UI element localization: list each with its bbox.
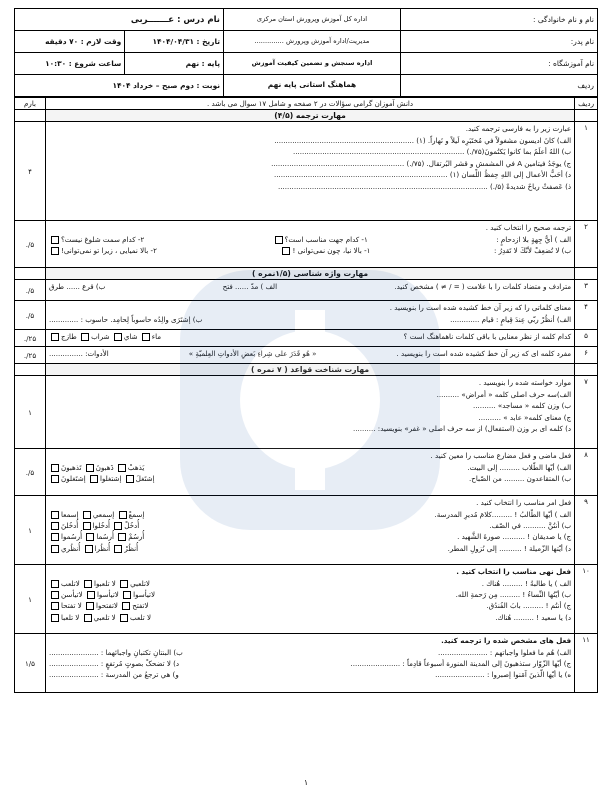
q9-item-a: الف ) أيّها الطّالبُ ! .........کلامَ مُدیرِ المدرسة. [434, 509, 572, 519]
q1-item-b[interactable]: ب) اللهُ أعلَمُ بما کانوا یَکتُمونَ(۷۵/.) ............................................................................ [292, 147, 572, 157]
q6-number: ۶ [575, 347, 598, 364]
q2-b-checkbox-2[interactable] [51, 247, 59, 255]
q4-item-a[interactable]: الف) أنظُرْ ربّي عِندَ قِیامٍ : قیام ............. [450, 314, 572, 324]
question-8 [15, 449, 598, 496]
q11-item-e[interactable]: ه) یا أيّها الّذینَ آمَنوا إصبروا : ...................... [435, 670, 572, 680]
q9-a-option-2: إسمعي [92, 509, 115, 519]
q10-b-option-1: لاتیأسوا [133, 590, 156, 599]
father-name-field[interactable]: نام پدر: [401, 31, 598, 53]
grade-label: پایه : نهم [125, 53, 224, 75]
q1-item-d[interactable]: د) أحَبُّ الأعمال إلی اللهِ حِفظُ اللِّسان (۱) ............................................................................. [273, 170, 572, 180]
q4-number: ۴ [575, 301, 598, 330]
section-vocabulary: مهارت واژه شناسی (۱/۵نمره ) [46, 268, 575, 280]
q9-a-checkbox-2[interactable] [83, 511, 91, 519]
q8-b-checkbox-1[interactable] [126, 475, 134, 483]
q9-c-option-3: أُرسُموا [61, 532, 83, 542]
q2-a-question: الف ) أيُّ جِهةٍ بلا ازدحامٍ : [496, 234, 572, 244]
question-5 [15, 330, 598, 347]
q10-number: ۱۰ [575, 565, 598, 634]
q10-b-checkbox-2[interactable] [87, 591, 95, 599]
q10-item-d: د) یا سعید ! ......... هُناك. [495, 612, 572, 622]
q3-instruction: مترادف و متضاد کلمات را با علامت ( = / ≠ ) مشخص کنید. [394, 282, 572, 291]
question-7 [15, 376, 598, 449]
q2-score: ۵/. [15, 221, 46, 268]
subject-label: نام درس : عـــــــربی [15, 9, 224, 31]
q1-number: ۱ [575, 122, 598, 221]
q8-a-option-1: یَذهبْ [127, 462, 145, 472]
q10-b-checkbox-1[interactable] [123, 591, 131, 599]
exam-session: نوبت : دوم صبح – خرداد ۱۴۰۴ [15, 75, 224, 97]
q10-c-checkbox-3[interactable] [51, 602, 59, 610]
q9-b-checkbox-2[interactable] [83, 522, 91, 530]
page-number: ۱ [303, 778, 309, 787]
exam-date: تاریخ : ۱۴۰۴/۰۴/۳۱ [125, 31, 224, 53]
q11-item-d[interactable]: د) لا تضحکْ بصوتٍ مُرتفعٍ : ...................... [49, 659, 180, 668]
q5-checkbox-2[interactable] [114, 333, 122, 341]
q3-number: ۳ [575, 280, 598, 301]
q10-c-option-2: لاتفتحوا [96, 601, 118, 611]
intro-text: دانش آموزان گرامی سؤالات در ۲ صفحه و شامل ۱۷ سوال می باشد . [46, 98, 575, 110]
org-line-2: مدیریت/اداره آموزش وپرورش .............. [224, 31, 401, 53]
row-label: ردیف [401, 75, 598, 97]
q9-a-option-1: إسمعْ [128, 509, 145, 519]
q10-item-a: الف ) یا طالبةُ ! ......... هُناك . [481, 578, 572, 588]
q2-a-option-1: ۱- کدام جهت مناسب است؟ [284, 234, 368, 244]
q10-d-option-1: لا تلعب [130, 612, 152, 622]
q9-a-checkbox-1[interactable] [119, 511, 127, 519]
q10-d-checkbox-2[interactable] [84, 614, 92, 622]
q5-checkbox-3[interactable] [81, 333, 89, 341]
q9-item-d: د) أيّتها الزّمیلة ! .......... إلی نُزولِ المطر. [447, 543, 572, 553]
q11-item-a[interactable]: الف) هُم ما فعلوا واجباتهم : ...................... [438, 647, 572, 657]
q7-item-a[interactable]: الف)سه حرف اصلی کلمه « أمراض» .......... [436, 389, 572, 399]
q5-word-3: شراب [91, 332, 110, 341]
q8-item-a: الف) أيّها الطّلاب ......... إلی البیت. [467, 462, 572, 472]
q8-item-b: ب) المتقاعدون ......... من الصّباح. [468, 474, 572, 483]
q10-d-checkbox-3[interactable] [51, 614, 59, 622]
q9-item-c: ج) یا صدیقان ! .......... صورةَ الشَّهید . [457, 532, 572, 542]
q8-a-checkbox-2[interactable] [86, 464, 94, 472]
q11-score: ۱/۵ [15, 634, 46, 693]
section-grammar: مهارت شناخت قواعد ( ۷ نمره ) [46, 364, 575, 376]
q8-b-checkbox-2[interactable] [90, 475, 98, 483]
q9-d-checkbox-2[interactable] [85, 545, 93, 553]
q6-sentence: « هُو قَدَرَ علی شِراءِ بَعضِ الأدواتِ العِلمیّةِ » [188, 349, 317, 358]
q9-d-option-3: أُنظُري [61, 543, 81, 553]
q10-c-option-1: لاتفتح [132, 601, 149, 611]
q2-a-checkbox-2[interactable] [51, 236, 59, 244]
q10-b-option-3: لاتیأسن [61, 590, 83, 599]
q5-word-1: ماء [151, 332, 162, 341]
q9-b-checkbox-1[interactable] [114, 522, 122, 530]
q9-c-checkbox-2[interactable] [86, 533, 94, 541]
q6-answer[interactable]: الأدوات: ............... [49, 349, 109, 358]
q9-c-option-2: أُرسُما [96, 532, 114, 542]
q2-instruction: ترجمه صحیح را انتخاب کنید . [485, 223, 572, 232]
q5-number: ۵ [575, 330, 598, 347]
q9-instruction: فعل امر مناسب را انتخاب کنید . [476, 498, 572, 507]
q8-a-checkbox-1[interactable] [118, 464, 126, 472]
q3-item-b[interactable]: ب) قرع ...... طرق [49, 282, 106, 291]
q8-a-checkbox-3[interactable] [51, 464, 59, 472]
section-translation: مهارت ترجمه (۴/۵) [46, 110, 575, 122]
q6-score: ۲۵/. [15, 347, 46, 364]
q10-d-checkbox-1[interactable] [120, 614, 128, 622]
q7-score: ۱ [15, 376, 46, 449]
q4-item-b[interactable]: ب) إشتَرَی والِدُه حاسوباً لِحامِد. حاسوب : ............. [49, 314, 203, 324]
school-name-field[interactable]: نام آموزشگاه : [401, 53, 598, 75]
q4-score: ۵/. [15, 301, 46, 330]
q9-a-checkbox-3[interactable] [51, 511, 59, 519]
q10-a-checkbox-2[interactable] [84, 580, 92, 588]
q2-a-option-2: ۲- کدام سمت شلوغ نیست؟ [61, 234, 145, 244]
q8-b-option-1: إشتَغلَ [135, 474, 155, 483]
q2-b-checkbox-1[interactable] [282, 247, 290, 255]
q7-instruction: موارد خواسته شده را بنویسید . [478, 378, 572, 387]
q10-d-option-3: لا تلعبا [61, 612, 80, 622]
q10-b-option-2: لاتیأسوا [96, 590, 119, 599]
q2-a-checkbox-1[interactable] [275, 236, 283, 244]
q1-item-e[interactable]: ذ) عَصفتْ ریاحٌ شدیدةٌ (۵/.) ............................................................................................. [278, 181, 572, 191]
q9-number: ۹ [575, 496, 598, 565]
q8-a-option-3: تَذهبونَ [61, 462, 82, 472]
q5-word-4: طازج [61, 332, 77, 341]
col-score-header: بارم [15, 98, 46, 110]
q2-b-option-1: ۱- بالا نیا، چون نمی‌توانی ! [292, 246, 371, 255]
q7-number: ۷ [575, 376, 598, 449]
q1-instruction: عبارت زیر را به فارسی ترجمه کنید. [465, 124, 572, 133]
q9-d-option-1: أُنظُرْ [124, 543, 139, 553]
q11-instruction: فعل های مشخص شده را ترجمه کنید. [441, 636, 572, 645]
q10-item-b: ب) أيّتُها النِّساءُ ! ......... مِن رَحمةِ الله. [455, 590, 572, 599]
question-4 [15, 301, 598, 330]
q8-b-checkbox-3[interactable] [51, 475, 59, 483]
q8-b-option-2: إشتغلوا [99, 474, 122, 483]
question-1 [15, 122, 598, 221]
q11-item-f[interactable]: و) هي ترجعُ من المدرسة : ...................... [49, 670, 179, 680]
q8-score: ۵/. [15, 449, 46, 496]
q9-c-checkbox-1[interactable] [118, 533, 126, 541]
q7-item-d[interactable]: د) کلمه ای بر وزن (استفعال) از سه حرف اصلی « غفر» بنویسید: .......... [353, 424, 572, 434]
start-time: ساعت شروع : ۱۰:۳۰ [15, 53, 125, 75]
exam-page [14, 8, 598, 780]
q9-item-b: ب) أنتُنَّ .......... في الصّف. [489, 521, 572, 530]
q10-a-option-1: لاتلعبي [130, 578, 150, 588]
exam-duration: وقت لازم : ۷۰ دقیقه [15, 31, 125, 53]
question-3 [15, 280, 598, 301]
q1-score: ۴ [15, 122, 46, 221]
q11-item-b[interactable]: ب) البنتانِ تکتبانِ واجبائهما : ...................... [49, 647, 183, 657]
q9-b-option-1: أُدخُلْ [124, 521, 140, 530]
exam-title: هماهنگ استانی پایه نهم [224, 75, 401, 97]
q5-checkbox-4[interactable] [51, 333, 59, 341]
q2-b-question: ب) لا تُضعِفْ لأنّكَ لا تَقدِرُ : [494, 246, 572, 255]
q8-instruction: فعل ماضی و فعل مضارع مناسب را معین کنید . [430, 451, 572, 460]
q11-number: ۱۱ [575, 634, 598, 693]
q9-c-option-1: أُرسُمْ [128, 532, 145, 542]
q9-d-checkbox-1[interactable] [114, 545, 122, 553]
q7-item-c[interactable]: ج) معنای کلمه« عابد » .......... [478, 412, 572, 422]
q9-d-option-2: أُنظُرا [94, 543, 111, 553]
q10-a-option-3: لاتلعب [61, 578, 80, 588]
q2-number: ۲ [575, 221, 598, 268]
org-line-1: اداره کل آموزش وپرورش استان مرکزی [224, 9, 401, 31]
q1-item-a[interactable]: الف) کانَ ادیسون مشغولاً في مُختَبَرِه لَیلاً و نَهاراً. (۱) .............................................................. [274, 135, 572, 145]
q6-instruction: مفرد کلمه ای که زیر آن خط کشیده شده است را بنویسید . [396, 349, 572, 358]
q10-a-checkbox-3[interactable] [51, 580, 59, 588]
question-11 [15, 634, 598, 693]
question-6 [15, 347, 598, 364]
col-row-header: ردیف [575, 98, 598, 110]
q2-b-option-2: ۲- بالا نمیایی ، زیرا تو نمی‌توانی! [61, 246, 157, 255]
q9-c-checkbox-3[interactable] [51, 533, 59, 541]
q1-item-c[interactable]: ج) یوجَدُ فیتامین A في المشمش و قشر البُرتقال. (۷۵/.) ........................................................... [271, 158, 572, 168]
q9-a-option-3: إسمعا [61, 509, 79, 519]
q5-checkbox-1[interactable] [142, 333, 150, 341]
exam-header [14, 8, 598, 97]
q5-instruction: کدام کلمه از نظر معنایی با باقی کلمات ناهماهنگ است ؟ [403, 332, 572, 341]
q9-b-option-3: أُدخُلنَ [61, 521, 79, 530]
q10-c-checkbox-2[interactable] [86, 602, 94, 610]
q9-d-checkbox-3[interactable] [51, 545, 59, 553]
q3-score: ۵/. [15, 280, 46, 301]
q10-a-checkbox-1[interactable] [120, 580, 128, 588]
q9-b-checkbox-3[interactable] [51, 522, 59, 530]
question-2 [15, 221, 598, 268]
q8-number: ۸ [575, 449, 598, 496]
q10-instruction: فعل نهی مناسب را انتخاب کنید . [456, 567, 572, 576]
q8-a-option-2: ذَهبونَ [95, 462, 114, 472]
q9-b-option-2: أُدخُلوا [92, 521, 111, 530]
q10-b-checkbox-3[interactable] [51, 591, 59, 599]
q7-item-b[interactable]: ب) وزن کلمه « مساجد» .......... [473, 401, 572, 411]
q5-score: ۲۵/. [15, 330, 46, 347]
student-name-field[interactable]: نام و نام خانوادگی : [401, 9, 598, 31]
q10-a-option-2: لا تلعبوا [94, 578, 116, 588]
q8-b-option-3: إشتَغلونَ [61, 474, 86, 483]
q10-c-checkbox-1[interactable] [122, 602, 130, 610]
q10-score: ۱ [15, 565, 46, 634]
q9-score: ۱ [15, 496, 46, 565]
org-line-3: اداره سنجش و تضمین کیفیت آموزش [224, 53, 401, 75]
q5-word-2: شاي [123, 332, 138, 341]
q10-item-c: ج) أنتُم ! ......... بابَ الفُندُق. [486, 601, 572, 611]
question-9 [15, 496, 598, 565]
q3-item-a[interactable]: الف ) مدّ ...... فتح [222, 282, 278, 291]
q4-instruction: معنای کلماتی را که زیر آن خط کشیده شده است را بنویسید . [389, 303, 572, 312]
q11-item-c[interactable]: ج) أيّها الزّوّار ستذهبونَ إلی المدینة المنورة أسبوعاً قادِماً : ...................... [350, 659, 572, 668]
question-10 [15, 565, 598, 634]
questions-table [14, 97, 598, 693]
q10-c-option-3: لا تفتحا [61, 601, 82, 611]
q10-d-option-2: لا تلعبي [93, 612, 116, 622]
